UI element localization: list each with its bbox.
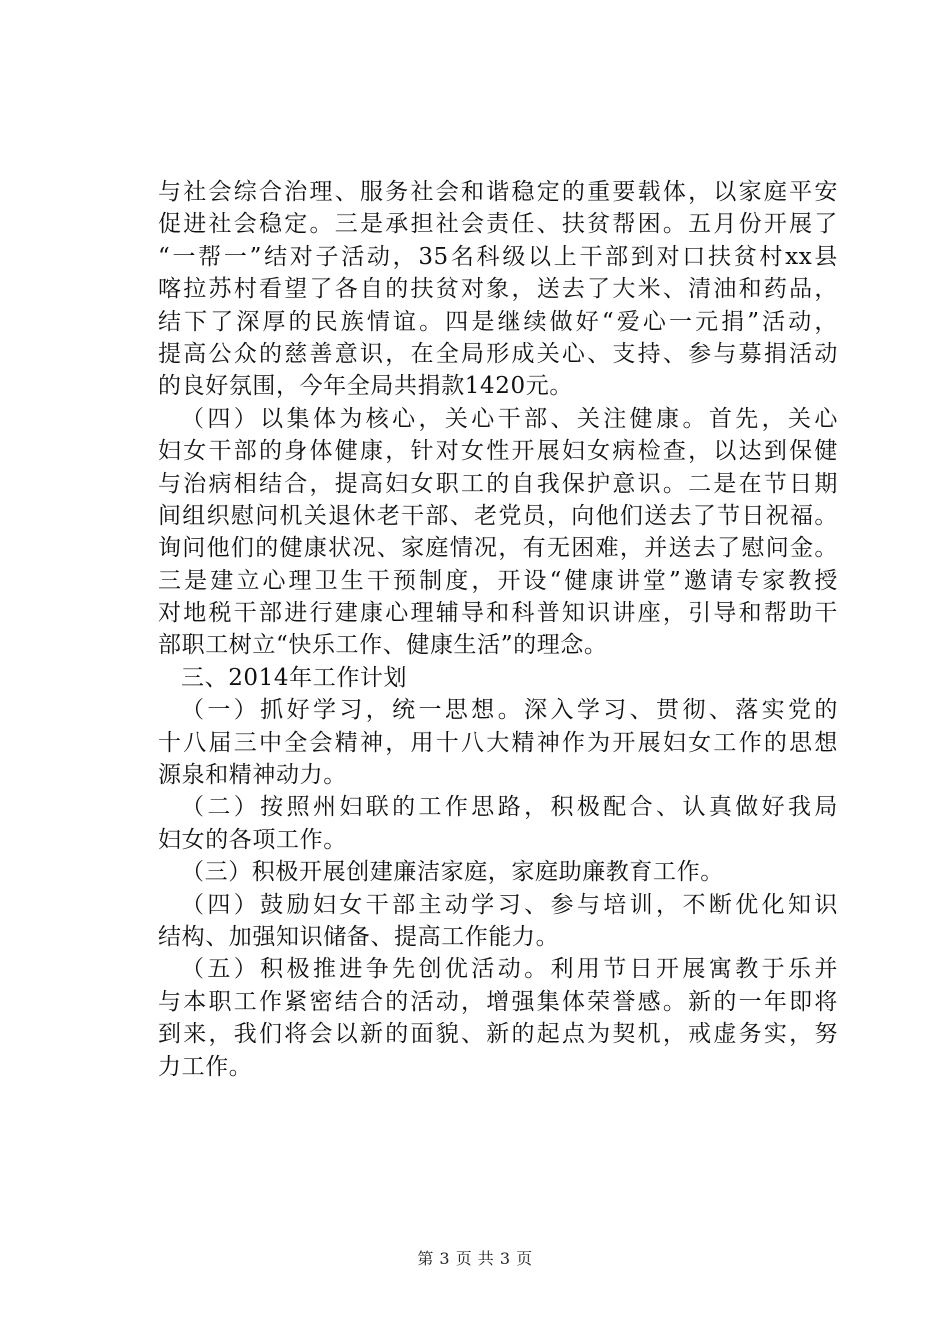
text-line: （四）以集体为核心，关心干部、关注健康。首先，关心 <box>181 405 838 432</box>
document-body <box>158 176 838 1083</box>
text-line: “一帮一”结对子活动，35名科级以上干部到对口扶贫村xx县 <box>158 243 838 270</box>
text-line: 与社会综合治理、服务社会和谐稳定的重要载体，以家庭平安 <box>158 179 838 205</box>
text-line: 提高公众的慈善意识，在全局形成关心、支持、参与募捐活动 <box>158 340 838 367</box>
text-line: 结构、加强知识储备、提高工作能力。 <box>158 923 560 950</box>
text-line: 十八届三中全会精神，用十八大精神作为开展妇女工作的思想 <box>158 729 838 756</box>
page-number-footer: 第 3 页 共 3 页 <box>417 1249 533 1268</box>
text-line: 源泉和精神动力。 <box>158 762 347 789</box>
text-line: 与本职工作紧密结合的活动，增强集体荣誉感。新的一年即将 <box>158 988 838 1015</box>
text-line: 与治病相结合，提高妇女职工的自我保护意识。二是在节日期 <box>158 470 838 497</box>
text-line: 妇女干部的身体健康，针对女性开展妇女病检查，以达到保健 <box>158 438 838 465</box>
text-line: 到来，我们将会以新的面貌、新的起点为契机，戒虚务实，努 <box>158 1021 838 1048</box>
text-line: 部职工树立“快乐工作、健康生活”的理念。 <box>158 632 608 659</box>
text-line: 喀拉苏村看望了各自的扶贫对象，送去了大米、清油和药品， <box>158 276 838 303</box>
text-line: 促进社会稳定。三是承担社会责任、扶贫帮困。五月份开展了 <box>158 211 838 238</box>
text-line: 三是建立心理卫生干预制度，开设“健康讲堂”邀请专家教授 <box>158 567 838 594</box>
text-line: （三）积极开展创建廉洁家庭，家庭助廉教育工作。 <box>181 859 724 886</box>
text-line: 间组织慰问机关退休老干部、老党员，向他们送去了节日祝福。 <box>158 502 838 529</box>
section-heading: 三、2014年工作计划 <box>181 664 408 691</box>
text-line: 对地税干部进行建康心理辅导和科普知识讲座，引导和帮助干 <box>158 600 838 627</box>
text-line: 询问他们的健康状况、家庭情况，有无困难，并送去了慰问金。 <box>158 535 838 562</box>
text-line: 的良好氛围，今年全局共捐款1420元。 <box>158 373 573 400</box>
text-line: 结下了深厚的民族情谊。四是继续做好“爱心一元捐”活动， <box>158 308 838 335</box>
text-line: 力工作。 <box>158 1053 253 1080</box>
text-line: （五）积极推进争先创优活动。利用节日开展寓教于乐并 <box>181 956 838 983</box>
text-line: （二）按照州妇联的工作思路，积极配合、认真做好我局 <box>181 794 838 821</box>
text-line: （四）鼓励妇女干部主动学习、参与培训，不断优化知识 <box>181 891 838 918</box>
text-line: 妇女的各项工作。 <box>158 826 347 853</box>
text-line: （一）抓好学习，统一思想。深入学习、贯彻、落实党的 <box>181 697 838 724</box>
